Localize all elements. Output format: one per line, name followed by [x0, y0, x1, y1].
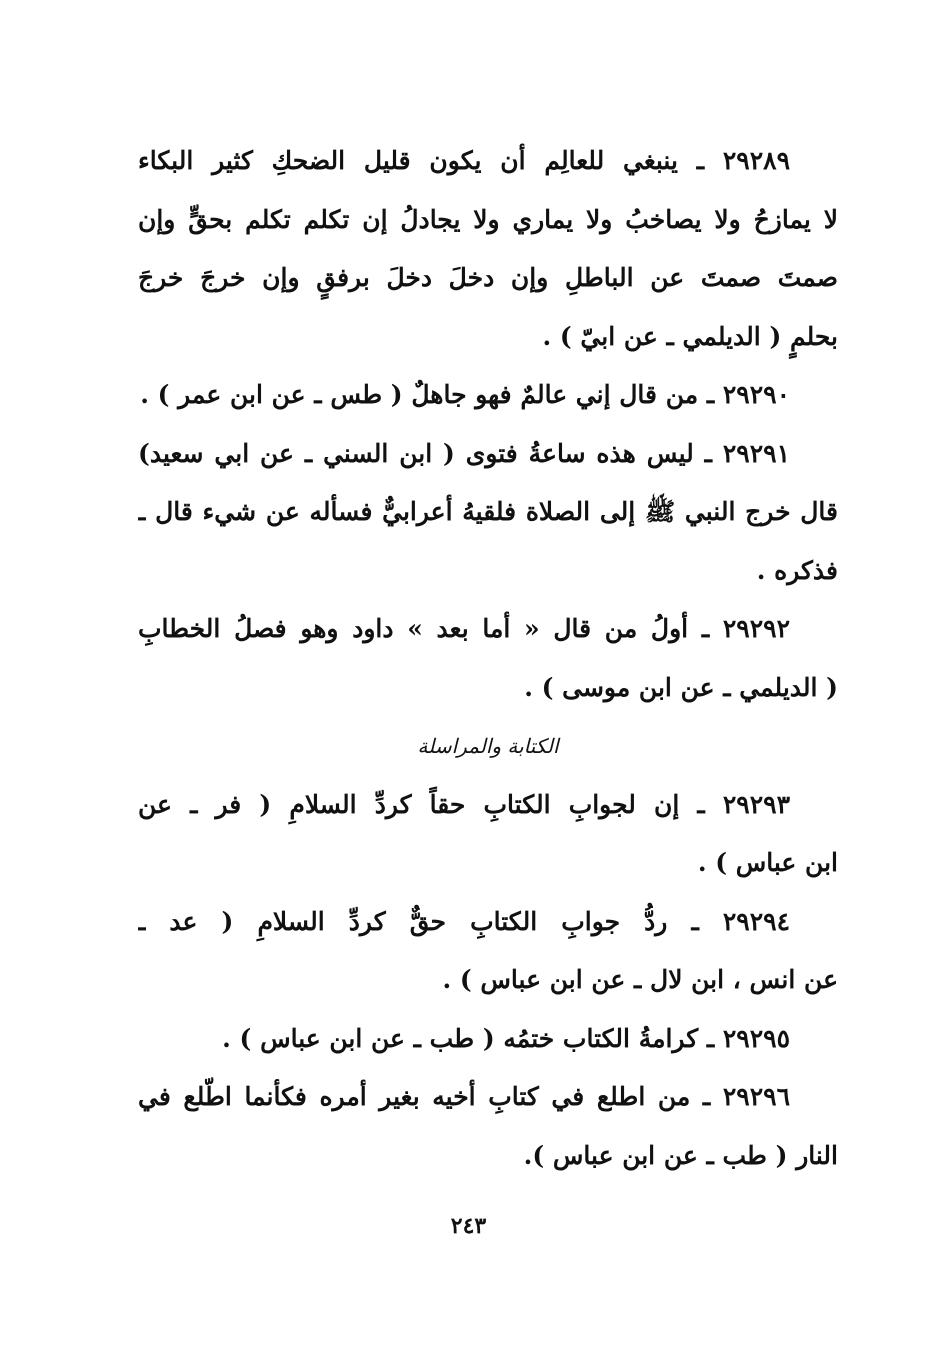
section-heading: الكتابة والمراسلة: [417, 734, 559, 758]
page-body: [138, 132, 838, 1185]
entry-29290-line-1: ٢٩٢٩٠ ـ من قال إني عالمٌ فهو جاهلٌ ( طس ـ عن ابن عمر ) .: [140, 380, 790, 409]
entry-29292-line-2: ( الديلمي ـ عن ابن موسى ) .: [524, 672, 838, 702]
entry-29294-line-1: ٢٩٢٩٤ ـ ردُّ جوابِ الكتابِ حقٌّ كردِّ السلامِ ( عد ـ: [138, 906, 790, 936]
page-number: ٢٤٣: [450, 1213, 487, 1239]
entry-29289-line-4: بحلمٍ ( الديلمي ـ عن ابيّ ) .: [542, 321, 838, 351]
entry-29291-line-1: ٢٩٢٩١ ـ ليس هذه ساعةُ فتوى ( ابن السني ـ عن ابي سعيد): [138, 438, 790, 468]
entry-29291-line-2: قال خرج النبي ﷺ إلى الصلاة فلقيهُ أعرابيٌّ فسأله عن شيء قال ـ: [138, 497, 838, 526]
entry-29289-line-1: ٢٩٢٨٩ ـ ينبغي للعالِم أن يكون قليل الضحكِ كثير البكاء: [138, 146, 790, 175]
entry-29294-line-2: عن انس ، ابن لال ـ عن ابن عباس ) .: [442, 965, 838, 994]
entry-29293-line-2: ابن عباس ) .: [697, 848, 838, 877]
entry-29289-line-2: لا يمازحُ ولا يصاخبُ ولا يماري ولا يجادلُ إن تكلم تكلم بحقٍّ وإن: [138, 204, 838, 234]
entry-29296-line-2: النار ( طب ـ عن ابن عباس ).: [523, 1140, 838, 1170]
entry-29292-line-1: ٢٩٢٩٢ ـ أولُ من قال « أما بعد » داود وهو فصلُ الخطابِ: [138, 614, 790, 643]
entry-29291-line-3: فذكره .: [756, 555, 838, 585]
entry-29296-line-1: ٢٩٢٩٦ ـ من اطلع في كتابِ أخيه بغير أمره فكأنما اطّلع في: [138, 1082, 790, 1111]
entry-29289-line-3: صمتَ صمتَ عن الباطلِ وإن دخلَ دخلَ برفقٍ وإن خرجَ خرجَ: [138, 263, 838, 292]
entry-29293-line-1: ٢٩٢٩٣ ـ إن لجوابِ الكتابِ حقاً كردِّ السلامِ ( فر ـ عن: [138, 789, 790, 819]
entry-29295-line-1: ٢٩٢٩٥ ـ كرامةُ الكتاب ختمُه ( طب ـ عن ابن عباس ) .: [222, 1023, 790, 1053]
